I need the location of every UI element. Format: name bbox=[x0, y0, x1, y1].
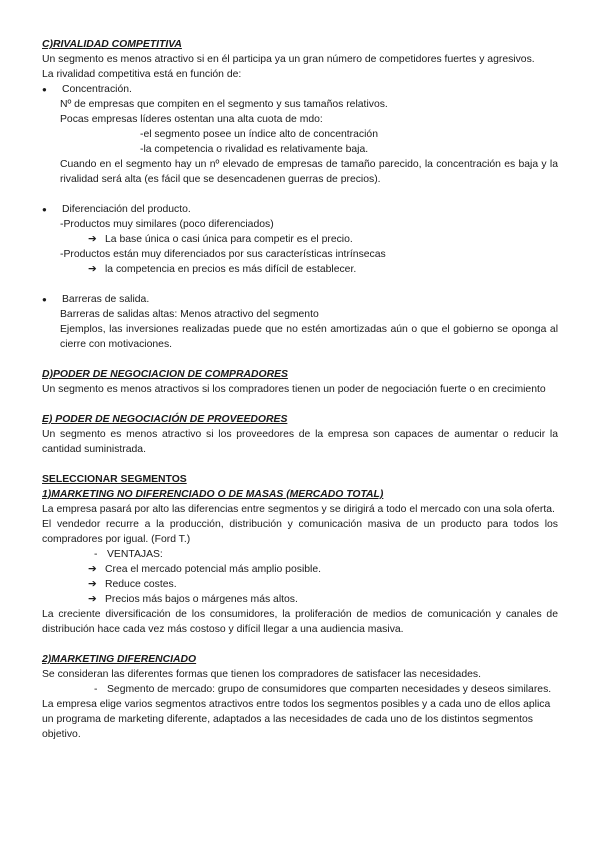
arrow-icon: ➔ bbox=[88, 564, 97, 575]
text-line-content: Crea el mercado potencial más amplio posible. bbox=[105, 564, 322, 575]
text-line bbox=[42, 577, 558, 592]
section-heading: E) PODER DE NEGOCIACIÓN DE PROVEEDORES bbox=[42, 414, 288, 425]
section-heading: C)RIVALIDAD COMPETITIVA bbox=[42, 39, 182, 50]
text-line bbox=[42, 82, 558, 97]
text-line: Se consideran las diferentes formas que tienen los compradores de satisfacer las necesidades. bbox=[42, 669, 481, 680]
text-line: -Productos están muy diferenciados por sus características intrínsecas bbox=[60, 249, 386, 260]
text-line bbox=[42, 682, 558, 697]
text-line: La rivalidad competitiva está en función de: bbox=[42, 69, 242, 80]
arrow-icon: ➔ bbox=[88, 264, 97, 275]
text-line bbox=[42, 592, 558, 607]
bullet-icon: ● bbox=[42, 205, 47, 214]
text-line-content: La base única o casi única para competir es el precio. bbox=[105, 234, 353, 245]
text-line-content: Concentración. bbox=[62, 84, 132, 95]
spacer bbox=[42, 637, 558, 652]
spacer bbox=[42, 397, 558, 412]
text-line: El vendedor recurre a la producción, distribución y comunicación masiva de un producto para todos los compradores por igual. (Ford T.) bbox=[42, 519, 558, 545]
text-line: Pocas empresas líderes ostentan una alta cuota de mdo: bbox=[60, 114, 323, 125]
arrow-icon: ➔ bbox=[88, 579, 97, 590]
text-line bbox=[42, 232, 558, 247]
bullet-icon: ● bbox=[42, 295, 47, 304]
text-line: La empresa pasará por alto las diferencias entre segmentos y se dirigirá a todo el mercado con una sola oferta. bbox=[42, 504, 555, 515]
text-line: Un segmento es menos atractivo si en él participa ya un gran número de competidores fuertes y agresivos. bbox=[42, 54, 535, 65]
text-line bbox=[42, 292, 558, 307]
section-heading: 1)MARKETING NO DIFERENCIADO O DE MASAS (MERCADO TOTAL) bbox=[42, 489, 384, 500]
text-line: Un segmento es menos atractivo si los proveedores de la empresa son capaces de aumentar o reducir la cantidad suministrada. bbox=[42, 429, 558, 455]
section-heading: 2)MARKETING DIFERENCIADO bbox=[42, 654, 197, 665]
text-line: Un segmento es menos atractivos si los compradores tienen un poder de negociación fuerte o en crecimiento bbox=[42, 384, 546, 395]
text-line: La empresa elige varios segmentos atractivos entre todos los segmentos posibles y a cada uno de ellos aplica un programa de marketing diferente, adaptados a las necesidades de cada uno de los distintos segmentos objetivo. bbox=[42, 699, 551, 740]
text-line bbox=[42, 562, 558, 577]
text-line: Ejemplos, las inversiones realizadas puede que no estén amortizadas aún o que el gobierno se oponga al cierre con motivaciones. bbox=[60, 324, 558, 350]
spacer bbox=[42, 187, 558, 202]
text-line: La creciente diversificación de los consumidores, la proliferación de medios de comunicación y canales de distribución hace cada vez más costoso y difícil llegar a una audiencia masiva. bbox=[42, 609, 558, 635]
text-line: Barreras de salidas altas: Menos atractivo del segmento bbox=[60, 309, 319, 320]
text-line: Cuando en el segmento hay un nº elevado de empresas de tamaño parecido, la concentración es baja y la rivalidad será alta (es fácil que se desencadenen guerras de precios). bbox=[60, 159, 558, 185]
text-line: -la competencia o rivalidad es relativamente baja. bbox=[140, 144, 369, 155]
text-line-content: Precios más bajos o márgenes más altos. bbox=[105, 594, 298, 605]
arrow-icon: ➔ bbox=[88, 234, 97, 245]
bullet-icon: ● bbox=[42, 85, 47, 94]
text-line bbox=[42, 202, 558, 217]
text-line-content: Barreras de salida. bbox=[62, 294, 150, 305]
text-line bbox=[42, 262, 558, 277]
dash-icon: - bbox=[94, 684, 98, 695]
spacer bbox=[42, 352, 558, 367]
spacer bbox=[42, 457, 558, 472]
text-line: -el segmento posee un índice alto de concentración bbox=[140, 129, 378, 140]
section-heading: D)PODER DE NEGOCIACION DE COMPRADORES bbox=[42, 369, 288, 380]
text-line-content: Segmento de mercado: grupo de consumidores que comparten necesidades y deseos similares. bbox=[107, 684, 552, 695]
spacer bbox=[42, 277, 558, 292]
text-line-content: VENTAJAS: bbox=[107, 549, 163, 560]
text-line: Nº de empresas que compiten en el segmento y sus tamaños relativos. bbox=[60, 99, 388, 110]
text-line-content: Diferenciación del producto. bbox=[62, 204, 191, 215]
document-body bbox=[42, 37, 558, 742]
arrow-icon: ➔ bbox=[88, 594, 97, 605]
section-heading: SELECCIONAR SEGMENTOS bbox=[42, 474, 187, 485]
text-line-content: la competencia en precios es más difícil de establecer. bbox=[105, 264, 357, 275]
dash-icon: - bbox=[94, 549, 98, 560]
text-line bbox=[42, 547, 558, 562]
text-line: -Productos muy similares (poco diferenciados) bbox=[60, 219, 274, 230]
text-line-content: Reduce costes. bbox=[105, 579, 177, 590]
